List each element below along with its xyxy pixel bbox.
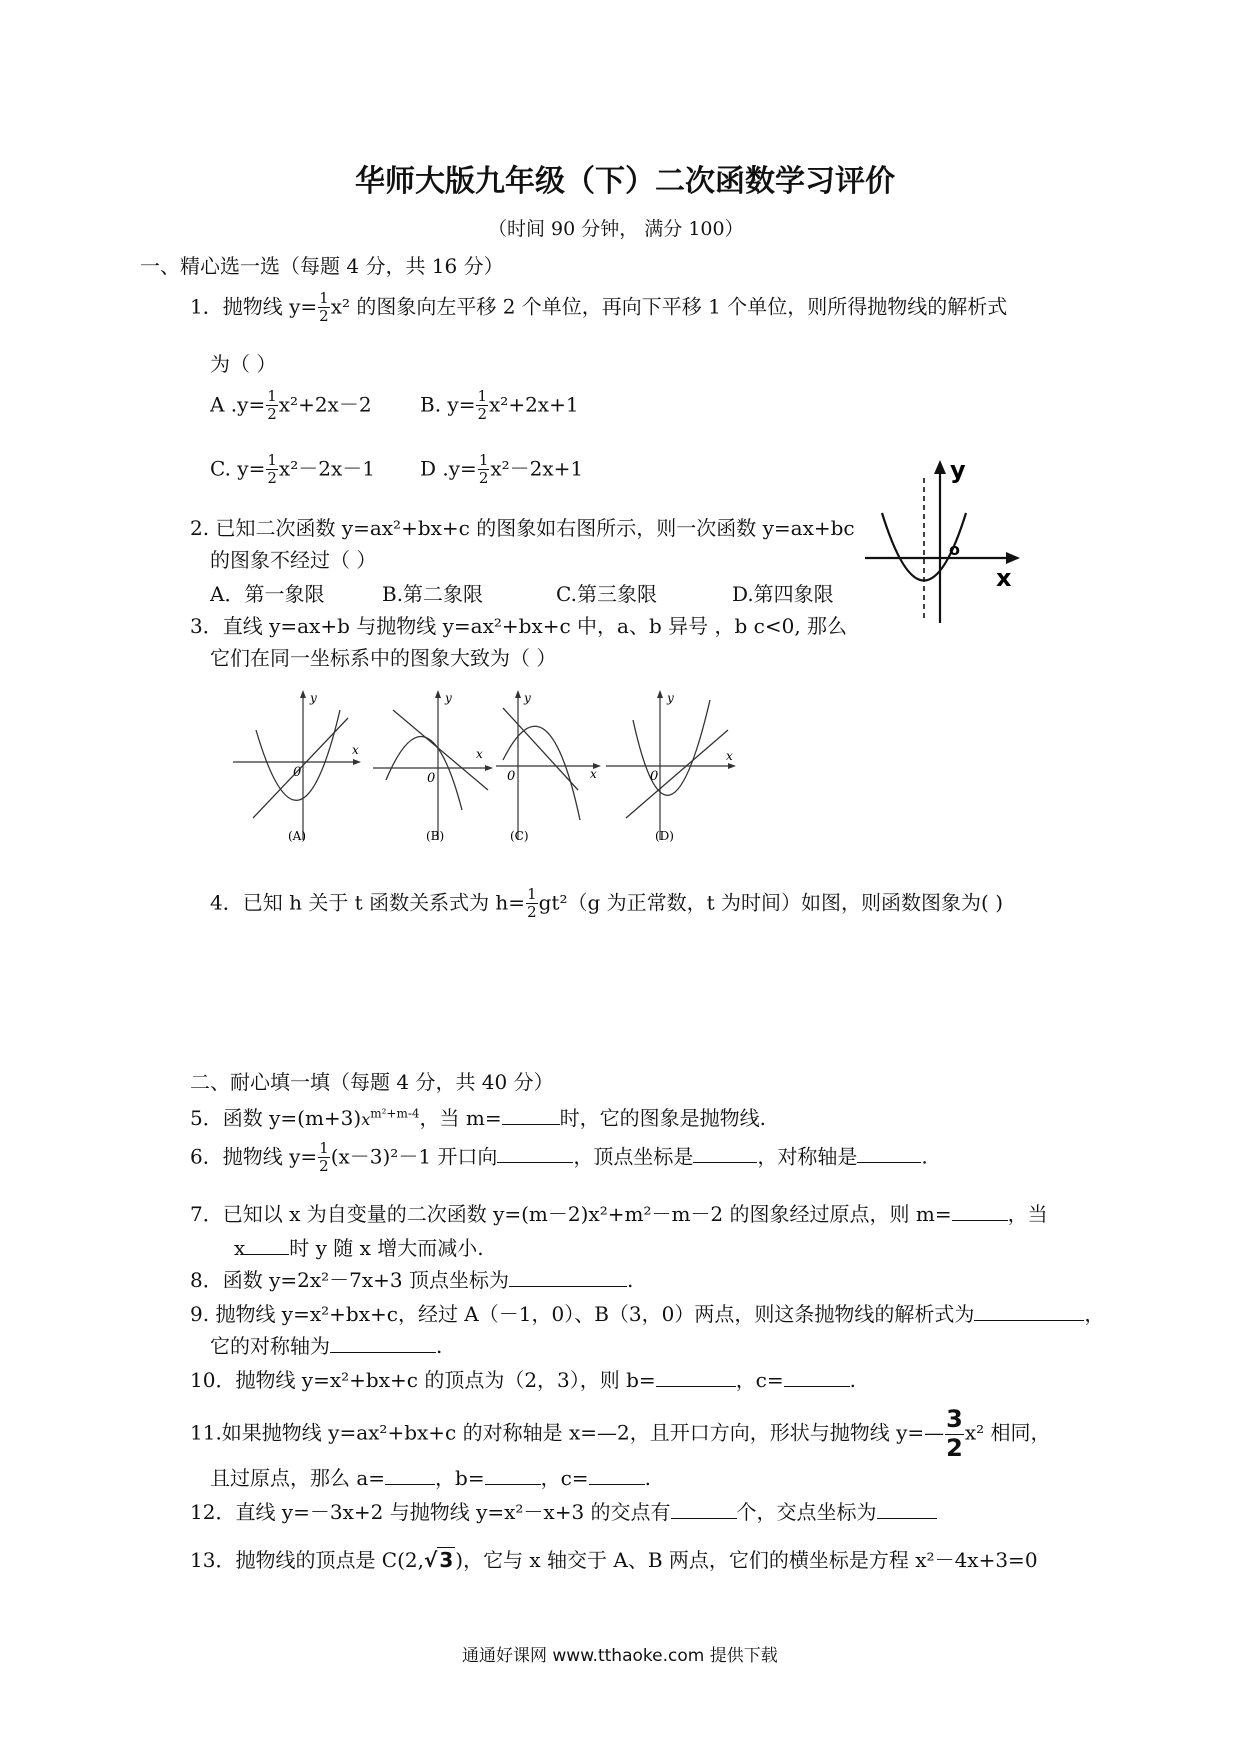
q4-stem: 4．已知 h 关于 t 函数关系式为 h= $\frac{1}{2}$ gt²（g 为正常数，t 为时间）如图，则函数图象为( ) xyxy=(210,885,1003,922)
q7: 7．已知以 x 为自变量的二次函数 y=(m－2)x²+m²－m－2 的图象经过原点，则 m= ，当 xyxy=(190,1202,1048,1226)
q2-stem: 2. 已知二次函数 y=ax²+bx+c 的图象如右图所示，则一次函数 y=ax+bc xyxy=(190,516,855,540)
q9-blank-2[interactable] xyxy=(330,1334,436,1353)
sqrt-three: √ 3 xyxy=(424,1548,454,1572)
footer-text: 通通好课网 www.tthaoke.com 提供下载 xyxy=(462,1646,778,1666)
q1-stem: 1．抛物线 y= $\frac{1}{2}$ x² 的图象向左平移 2 个单位，再向下平移 1 个单位，则所得抛物线的解析式 xyxy=(190,289,1008,326)
q6-blank-3[interactable] xyxy=(857,1144,921,1163)
q3-graph-b-o: 0 xyxy=(427,771,436,786)
q3-label-d: (D) xyxy=(655,829,674,843)
q3-stem-line2: 它们在同一坐标系中的图象大致为（ ） xyxy=(210,646,557,670)
q2-y-label: y xyxy=(950,458,966,484)
q2-option-d: D.第四象限 xyxy=(732,582,834,606)
q9: 9. 抛物线 y=x²+bx+c，经过 A（－1，0）、B（3，0）两点，则这条抛物线的解析式为 ， xyxy=(190,1302,1105,1326)
q6-blank-2[interactable] xyxy=(693,1144,757,1163)
section1-heading: 一、精心选一选（每题 4 分，共 16 分） xyxy=(140,254,504,278)
q12-blank-2[interactable] xyxy=(877,1500,937,1519)
q13: 13．抛物线的顶点是 C(2,√ 3 )，它与 x 轴交于 A、B 两点，它们的横坐标是方程 x²－4x+3=0 xyxy=(190,1548,1038,1572)
q9-line2: 它的对称轴为 . xyxy=(210,1334,443,1358)
q7-line2: x 时 y 随 x 增大而减小. xyxy=(234,1236,484,1260)
q3-graph-d xyxy=(606,690,736,843)
q3-graphs xyxy=(228,690,768,860)
q2-graph xyxy=(860,458,1030,628)
q2-option-a: A．第一象限 xyxy=(210,582,325,606)
q11: 11.如果抛物线 y=ax²+bx+c 的对称轴是 x=—2，且开口方向，形状与抛物线 y=— $\frac{3}{2}$ x² 相同， xyxy=(190,1405,1051,1462)
q3-stem: 3．直线 y=ax+b 与抛物线 y=ax²+bx+c 中，a、b 异号 ，b c<0, 那么 xyxy=(190,614,848,638)
q7-blank-2[interactable] xyxy=(245,1236,289,1255)
q3-graph-a-o: 0 xyxy=(293,765,302,780)
page-title: 华师大版九年级（下）二次函数学习评价 xyxy=(355,164,895,199)
section2-heading: 二、耐心填一填（每题 4 分，共 40 分） xyxy=(190,1070,554,1094)
q3-graph-b xyxy=(373,690,493,843)
q7-blank-1[interactable] xyxy=(952,1202,1008,1221)
q3-graph-d-x: x xyxy=(726,749,733,763)
q3-graph-c xyxy=(496,690,601,843)
q2-option-b: B.第二象限 xyxy=(382,582,484,606)
q2-option-c: C.第三象限 xyxy=(556,582,657,606)
q2-x-label: x xyxy=(996,564,1012,592)
q5-blank[interactable] xyxy=(502,1106,560,1125)
q10-blank-2[interactable] xyxy=(784,1368,850,1387)
q11-blank-2[interactable] xyxy=(485,1466,541,1485)
q8: 8．函数 y=2x²－7x+3 顶点坐标为 . xyxy=(190,1268,634,1292)
q3-graph-a-x: x xyxy=(352,743,359,757)
q3-graph-b-y: y xyxy=(445,691,452,705)
q12-blank-1[interactable] xyxy=(671,1500,737,1519)
q2-x-arrow xyxy=(1006,552,1020,564)
q11-line2: 且过原点，那么 a= ，b= ，c= . xyxy=(210,1466,651,1490)
q5: 5．函数 $y=(m+3)x^{m^2+m-4}$，当 m= 时，它的图象是抛物线. xyxy=(190,1106,766,1130)
q1-option-d: D .y= $\frac{1}{2}$ x²－2x+1 xyxy=(420,451,584,488)
q3-graph-c-o: 0 xyxy=(507,769,516,784)
q9-blank-1[interactable] xyxy=(974,1302,1084,1321)
q1-option-c: C. y= $\frac{1}{2}$ x²－2x－1 xyxy=(210,451,375,488)
q10: 10．抛物线 y=x²+bx+c 的顶点为（2，3），则 b= ，c= . xyxy=(190,1368,857,1392)
q10-blank-1[interactable] xyxy=(656,1368,736,1387)
q3-graph-d-o: 0 xyxy=(650,769,659,784)
q3-graph-c-y: y xyxy=(524,691,531,705)
q12: 12．直线 y=－3x+2 与抛物线 y=x²－x+3 的交点有 个，交点坐标为 xyxy=(190,1500,937,1524)
q1-option-a: A .y= $\frac{1}{2}$ x²+2x－2 xyxy=(210,387,372,424)
q3-graph-c-x: x xyxy=(590,767,597,781)
q2-y-arrow xyxy=(934,460,946,474)
q6: 6．抛物线 y= $\frac{1}{2}$ (x－3)²－1 开口向 ，顶点坐标是 ，对称轴是 . xyxy=(190,1139,928,1176)
q2-origin-label: o xyxy=(949,540,960,559)
page-subtitle: （时间 90 分钟， 满分 100） xyxy=(488,218,744,240)
q3-label-a: (A) xyxy=(288,829,307,843)
q3-label-c: (C) xyxy=(510,829,529,843)
q11-blank-1[interactable] xyxy=(385,1466,435,1485)
q6-blank-1[interactable] xyxy=(497,1144,573,1163)
q3-graph-d-y: y xyxy=(667,691,674,705)
q1-option-b: B. y= $\frac{1}{2}$ x²+2x+1 xyxy=(420,387,579,424)
q3-label-b: (B) xyxy=(426,829,445,843)
q1-stem-line2: 为（ ） xyxy=(210,352,277,376)
q2-stem-line2: 的图象不经过（ ） xyxy=(210,548,377,572)
q8-blank[interactable] xyxy=(509,1268,627,1287)
q3-graph-a xyxy=(233,690,361,843)
q3-graph-b-x: x xyxy=(476,747,483,761)
q3-graph-a-y: y xyxy=(310,691,317,705)
q11-blank-3[interactable] xyxy=(589,1466,645,1485)
